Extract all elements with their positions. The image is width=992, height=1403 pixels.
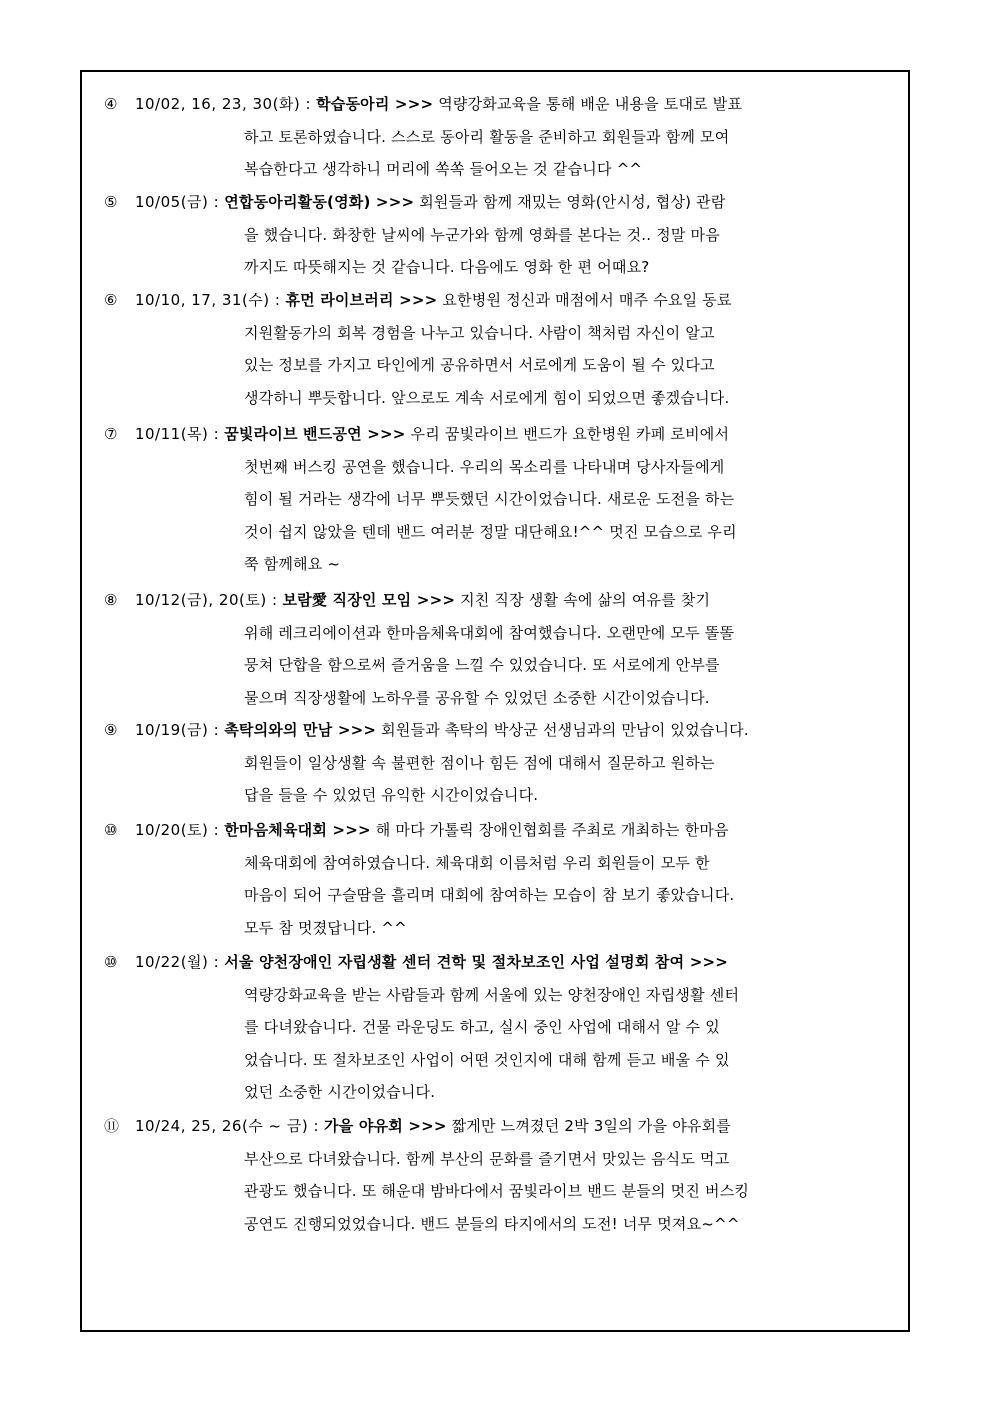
entry-date: 10/11(목) : [134,425,220,443]
entry-text-line: 회원들이 일상생활 속 불편한 점이나 힘든 점에 대해서 질문하고 원하는 [244,753,715,772]
entry-number: ④ [104,95,118,113]
entry-body [244,617,890,715]
entry-heading [104,88,890,121]
entry-text-line: 지원활동가의 회복 경험을 나누고 있습니다. 사람이 책처럼 자신이 알고 [244,323,715,342]
entry-date: 10/19(금) : [134,721,220,739]
activity-entry [104,186,890,284]
activity-entry [104,814,890,944]
entry-title: 꿈빛라이브 밴드공연 >>> [224,425,406,443]
entry-title: 보람愛 직장인 모임 >>> [282,591,456,609]
entry-text-line: 답을 들을 수 있었던 유익한 시간이었습니다. [244,786,539,804]
entry-text-line: 지친 직장 생활 속에 삶의 여유를 찾기 [460,591,711,609]
entry-text-line: 짧게만 느껴졌던 2박 3일의 가을 야유회를 [451,1117,731,1135]
entry-text-line: 있는 정보를 가지고 타인에게 공유하면서 서로에게 도움이 될 수 있다고 [244,356,715,374]
entry-text-line: 역량강화교육을 통해 배운 내용을 토대로 발표 [438,95,743,113]
entry-date: 10/22(월) : [134,953,220,971]
activity-entry [104,418,890,581]
entry-body [244,451,890,581]
entry-text-line: 첫번째 버스킹 공연을 했습니다. 우리의 목소리를 나타내며 당사자들에게 [244,457,725,476]
entry-title: 학습동아리 >>> [316,95,434,113]
entry-text-line: 쭉 함께해요 ~ [244,555,341,573]
entry-number: ⑥ [104,291,118,309]
entry-heading [104,186,890,219]
entry-text-line: 물으며 직장생활에 노하우를 공유할 수 있었던 소중한 시간이었습니다. [244,688,710,707]
entry-number: ⑨ [104,721,118,739]
entry-text-line: 까지도 따뜻해지는 것 같습니다. 다음에도 영화 한 편 어때요? [244,258,650,276]
entry-text-line: 회원들과 함께 재밌는 영화(안시성, 협상) 관람 [419,193,726,211]
entry-text-line: 하고 토론하였습니다. 스스로 동아리 활동을 준비하고 회원들과 함께 모여 [244,127,730,146]
entry-text-line: 해 마다 가톨릭 장애인협회를 주최로 개최하는 한마음 [375,821,729,839]
entry-title: 가을 야유회 >>> [324,1117,447,1135]
entry-title: 서울 양천장애인 자립생활 센터 견학 및 절차보조인 사업 설명회 참여 >>> [224,953,729,971]
entry-body [244,979,890,1109]
entry-text-line: 요한병원 정신과 매점에서 매주 수요일 동료 [442,291,732,309]
entry-text-line: 부산으로 다녀왔습니다. 함께 부산의 문화를 즐기면서 맛있는 음식도 먹고 [244,1149,730,1168]
entry-heading [104,946,890,979]
entry-text-line: 체육대회에 참여하였습니다. 체육대회 이름처럼 우리 회원들이 모두 한 [244,853,710,872]
entry-title: 휴먼 라이브러리 >>> [285,291,438,309]
entry-text-line: 었던 소중한 시간이었습니다. [244,1083,436,1101]
entry-text-line: 역량강화교육을 받는 사람들과 함께 서울에 있는 양천장애인 자립생활 센터 [244,985,740,1004]
entry-text-line: 위해 레크리에이션과 한마음체육대회에 참여했습니다. 오랜만에 모두 똘똘 [244,623,735,642]
entry-body [244,1143,890,1241]
entry-text-line: 복습한다고 생각하니 머리에 쏙쏙 들어오는 것 같습니다 ^^ [244,160,643,178]
entry-text-line: 생각하니 뿌듯합니다. 앞으로도 계속 서로에게 힘이 되었으면 좋겠습니다. [244,388,730,407]
entry-date: 10/02, 16, 23, 30(화) : [134,95,312,113]
entry-number: ⑧ [104,591,118,609]
activity-entry [104,714,890,812]
entry-text-line: 것이 쉽지 않았을 텐데 밴드 여러분 정말 대단해요!^^ 멋진 모습으로 우리 [244,522,737,541]
entry-text-line: 힘이 될 거라는 생각에 너무 뿌듯했던 시간이었습니다. 새로운 도전을 하는 [244,490,735,508]
entry-body [244,317,890,415]
entry-heading [104,814,890,847]
entry-body [244,219,890,284]
entry-heading [104,714,890,747]
entry-text-line: 를 다녀왔습니다. 건물 라운딩도 하고, 실시 중인 사업에 대해서 알 수 있 [244,1018,720,1036]
entry-text-line: 을 했습니다. 화창한 날씨에 누군가와 함께 영화를 본다는 것.. 정말 마음 [244,225,720,244]
entry-text-line: 뭉쳐 단합을 함으로써 즐거움을 느낄 수 있었습니다. 또 서로에게 안부를 [244,656,720,674]
activity-entry [104,584,890,714]
entry-number: ⑤ [104,193,118,211]
activity-entry [104,284,890,414]
entry-title: 한마음체육대회 >>> [224,821,371,839]
entry-text-line: 우리 꿈빛라이브 밴드가 요한병원 카페 로비에서 [410,425,730,443]
entry-text-line: 모두 참 멋졌답니다. ^^ [244,918,407,937]
entry-text-line: 회원들과 촉탁의 박상군 선생님과의 만남이 있었습니다. [381,721,749,739]
entry-number: ⑦ [104,425,118,443]
entry-heading [104,584,890,617]
entry-title: 연합동아리활동(영화) >>> [224,193,415,211]
entry-heading [104,284,890,317]
entry-text-line: 었습니다. 또 절차보조인 사업이 어떤 것인지에 대해 함께 듣고 배울 수 있 [244,1050,730,1069]
entry-number: ⑩ [104,821,118,839]
activity-entry [104,946,890,1109]
activity-entry [104,88,890,186]
entry-number: ⑩ [104,953,118,971]
entry-body [244,747,890,812]
entry-text-line: 관광도 했습니다. 또 해운대 밤바다에서 꿈빛라이브 밴드 분들의 멋진 버스킹 [244,1182,750,1200]
entry-body [244,847,890,945]
entry-date: 10/24, 25, 26(수 ~ 금) : [134,1117,320,1135]
entry-heading [104,1110,890,1143]
entry-date: 10/05(금) : [134,193,220,211]
entry-heading [104,418,890,451]
entry-date: 10/12(금), 20(토) : [134,591,278,609]
entry-date: 10/10, 17, 31(수) : [134,291,281,309]
entry-text-line: 공연도 진행되었었습니다. 밴드 분들의 타지에서의 도전! 너무 멋져요~^^ [244,1214,740,1233]
entry-text-line: 마음이 되어 구슬땀을 흘리며 대회에 참여하는 모습이 참 보기 좋았습니다. [244,886,735,904]
entry-body [244,121,890,186]
entry-number: ⑪ [104,1117,120,1135]
entry-title: 촉탁의와의 만남 >>> [224,721,377,739]
entry-date: 10/20(토) : [134,821,220,839]
activity-entry [104,1110,890,1240]
